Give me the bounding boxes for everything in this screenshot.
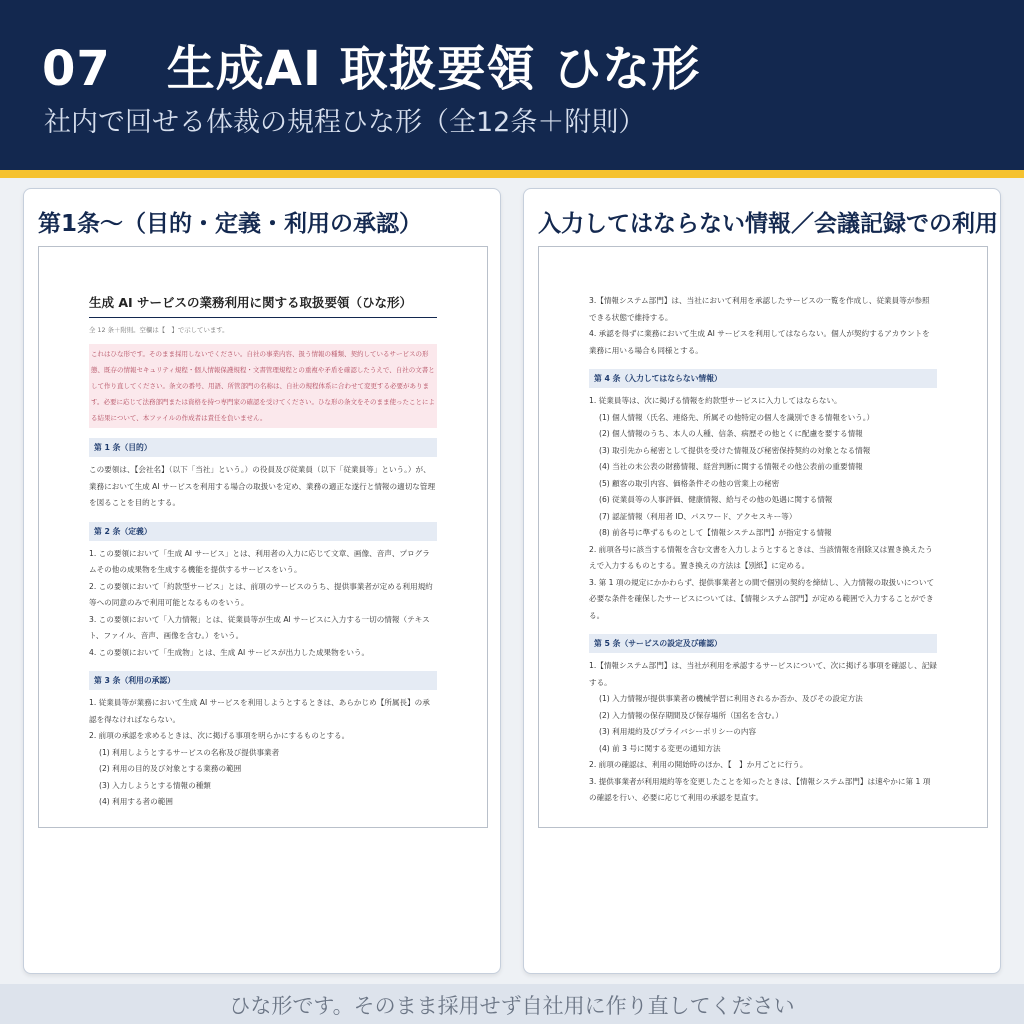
clause: 1. この要領において「生成 AI サービス」とは、利用者の入力に応じて文章、画像、音声、プログラムその他の成果物を生成する機能を提供するサービスをいう。	[89, 548, 430, 574]
clause: 1. 従業員等が業務において生成 AI サービスを利用しようとするときは、あらかじめ【所属長】の承認を得なければならない。	[89, 698, 430, 724]
accent-stripe	[0, 170, 1024, 178]
article-heading: 第 1 条（目的）	[89, 438, 437, 457]
footer-note: ひな形です。そのまま採用せず自社用に作り直してください	[229, 994, 795, 1018]
sub-item: (2) 利用の目的及び対象とする業務の範囲	[99, 764, 242, 773]
sub-item: (3) 利用規約及びプライバシーポリシーの内容	[599, 727, 757, 736]
article-heading: 第 4 条（入力してはならない情報）	[589, 369, 937, 388]
clause: 3. この要領において「入力情報」とは、従業員等が生成 AI サービスに入力する一切の情報（テキスト、ファイル、音声、画像を含む。）をいう。	[89, 614, 430, 640]
right-panel	[523, 188, 1001, 974]
document-note: 全 12 条＋附則。空欄は【 】で示しています。	[89, 325, 229, 334]
page-title	[42, 30, 700, 99]
article-heading: 第 5 条（サービスの設定及び確認）	[589, 634, 937, 653]
sub-item: (7) 認証情報（利用者 ID、パスワード、アクセスキー等）	[599, 511, 797, 521]
page-subtitle: 社内で回せる体裁の規程ひな形（全12条＋附則）	[44, 107, 646, 138]
left-panel	[23, 188, 501, 974]
warning-box: これはひな形です。そのまま採用しないでください。自社の事業内容、扱う情報の種類、契約しているサービスの形態、既存の情報セキュリティ規程・個人情報保護規程・文書管理規程との重複や矛盾を確認したうえで、自社の文書として作り直してください。条文の番号、用語、所管部門の名称は、自社の規程体系に合わせて変更する必要があります。必要に応じて法務部門または資格を持つ専門家の確認を受けてください。ひな形の条文をそのまま使ったことによる結果について、本ファイルの作成者は責任を負いません。	[89, 344, 437, 428]
sub-item: (3) 入力しようとする情報の種類	[99, 780, 211, 790]
sub-item: (8) 前各号に準ずるものとして【情報システム部門】が指定する情報	[599, 528, 832, 537]
sub-item: (1) 利用しようとするサービスの名称及び提供事業者	[99, 747, 280, 757]
clause: 4. 承認を得ずに業務において生成 AI サービスを利用してはならない。個人が契約するアカウントを業務に用いる場合も同様とする。	[589, 329, 930, 355]
clause: 2. この要領において「約款型サービス」とは、前項のサービスのうち、提供事業者が定める利用規約等への同意のみで利用可能となるものをいう。	[89, 581, 433, 607]
clause: 3.【情報システム部門】は、当社において利用を承認したサービスの一覧を作成し、従業員等が参照できる状態で維持する。	[589, 296, 930, 322]
sub-item: (4) 当社の未公表の財務情報、経営判断に関する情報その他公表前の重要情報	[599, 462, 863, 471]
clause: 3. 第 1 項の規定にかかわらず、提供事業者との間で個別の契約を締結し、入力情報の取扱いについて必要な条件を確保したサービスについては、【情報システム部門】が定める範囲で入力することができる。	[589, 577, 935, 620]
sub-item: (2) 入力情報の保存期間及び保存場所（国名を含む。）	[599, 710, 784, 720]
article-text: この要領は、【会社名】（以下「当社」という。）の役員及び従業員（以下「従業員等」という。）が、業務において生成 AI サービスを利用する場合の取扱いを定め、業務の適正な遂行と情報の適切な管理を図ることを目的とする。	[89, 465, 436, 507]
clause: 3. 提供事業者が利用規約等を変更したことを知ったときは、【情報システム部門】は速やかに第 1 項の確認を行い、必要に応じて利用の承認を見直す。	[589, 776, 931, 802]
title-text: 生成AI 取扱要領 ひな形	[166, 41, 701, 97]
right-panel-heading: 入力してはならない情報／会議記録での利用	[538, 211, 998, 237]
clause: 2. 前項の承認を求めるときは、次に掲げる事項を明らかにするものとする。	[89, 731, 350, 740]
sub-item: (6) 従業員等の人事評価、健康情報、給与その他の処遇に関する情報	[599, 495, 833, 504]
document-preview-right[interactable]	[538, 246, 988, 828]
sub-item: (2) 個人情報のうち、本人の人種、信条、病歴その他とくに配慮を要する情報	[599, 429, 863, 438]
section-number: 07	[42, 41, 111, 97]
document-title: 生成 AI サービスの業務利用に関する取扱要領（ひな形）	[89, 295, 437, 318]
clause: 2. 前項の確認は、利用の開始時のほか、【 】か月ごとに行う。	[589, 760, 808, 769]
clause: 1.【情報システム部門】は、当社が利用を承認するサービスについて、次に掲げる事項を確認し、記録する。	[589, 661, 937, 687]
left-panel-heading: 第1条〜（目的・定義・利用の承認）	[38, 211, 423, 237]
document-preview-left[interactable]	[38, 246, 488, 828]
sub-item: (5) 顧客の取引内容、価格条件その他の営業上の秘密	[599, 478, 780, 488]
header-banner	[0, 0, 1024, 170]
clause: 1. 従業員等は、次に掲げる情報を約款型サービスに入力してはならない。	[589, 396, 842, 405]
clause: 2. 前項各号に該当する情報を含む文書を入力しようとするときは、当該情報を削除又は置き換えたうえで入力するものとする。置き換えの方法は【別紙】に定める。	[589, 544, 933, 570]
clause: 4. この要領において「生成物」とは、生成 AI サービスが出力した成果物をいう。	[89, 647, 370, 657]
sub-item: (1) 入力情報が提供事業者の機械学習に利用されるか否か、及びその設定方法	[599, 694, 863, 703]
document-body	[589, 293, 937, 807]
article-heading: 第 3 条（利用の承認）	[89, 671, 437, 690]
sub-item: (3) 取引先から秘密として提供を受けた情報及び秘密保持契約の対象となる情報	[599, 445, 871, 455]
document-body	[89, 247, 437, 811]
article-heading: 第 2 条（定義）	[89, 522, 437, 541]
sub-item: (4) 前 3 号に関する変更の通知方法	[599, 743, 721, 753]
sub-item: (4) 利用する者の範囲	[99, 797, 173, 806]
sub-item: (1) 個人情報（氏名、連絡先、所属その他特定の個人を識別できる情報をいう。）	[599, 412, 875, 422]
footer-bar	[0, 984, 1024, 1024]
